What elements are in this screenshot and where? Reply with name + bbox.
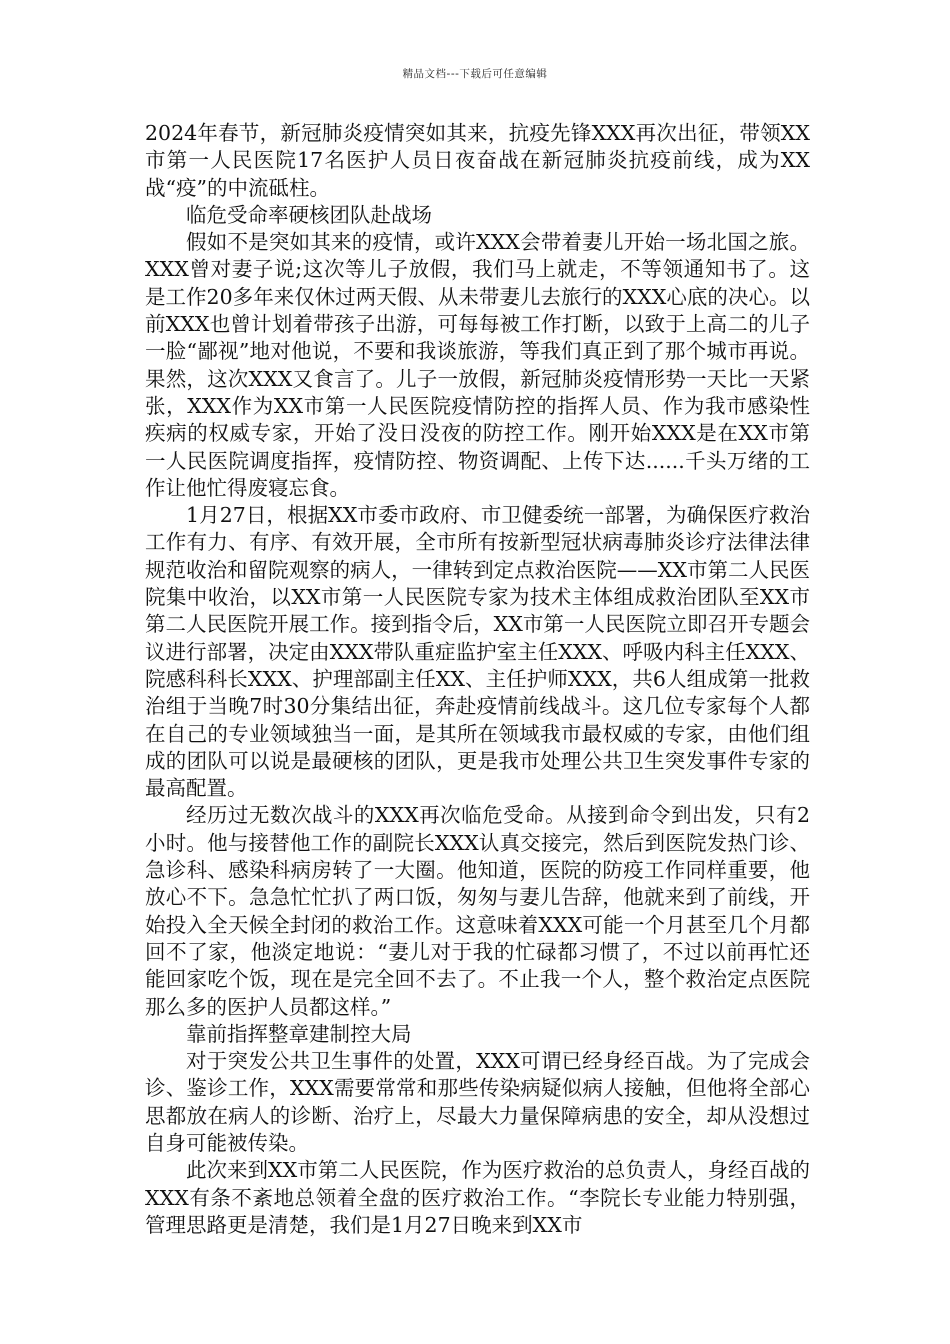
paragraph-3: 1月27日，根据XX市委市政府、市卫健委统一部署，为确保医疗救治工作有力、有序、有效开展，全市所有按新型冠状病毒肺炎诊疗法律法律规范收治和留院观察的病人，一律转到定点救治医院——XX市第二人民医院集中收治，以XX市第一人民医院专家为技术主体组成救治团队至XX市第二人民医院开展工作。接到指令后，XX市第一人民医院立即召开专题会议进行部署，决定由XXX带队重症监护室主任XXX、呼吸内科主任XXX、院感科科长XXX、护理部副主任XX、主任护师XXX，共6人组成第一批救治组于当晚7时30分集结出征，奔赴疫情前线战斗。这几位专家每个人都在自己的专业领域独当一面，是其所在领域我市最权威的专家，由他们组成的团队可以说是最硬核的团队，更是我市处理公共卫生突发事件专家的最高配置。 xyxy=(145,503,810,801)
paragraph-4: 经历过无数次战斗的XXX再次临危受命。从接到命令到出发，只有2小时。他与接替他工作的副院长XXX认真交接完，然后到医院发热门诊、急诊科、感染科病房转了一大圈。他知道，医院的防疫工作同样重要，他放心不下。急急忙忙扒了两口饭，匆匆与妻儿告辞，他就来到了前线，开始投入全天候全封闭的救治工作。这意味着XXX可能一个月甚至几个月都回不了家，他淡定地说：“妻儿对于我的忙碌都习惯了，不过以前再忙还能回家吃个饭，现在是完全回不去了。不止我一个人，整个救治定点医院那么多的医护人员都这样。” xyxy=(145,803,810,1019)
section-heading-1: 临危受命率硬核团队赴战场 xyxy=(186,202,432,227)
paragraph-5: 对于突发公共卫生事件的处置，XXX可谓已经身经百战。为了完成会诊、鉴诊工作，XXX需要常常和那些传染病疑似病人接触，但他将全部心思都放在病人的诊断、治疗上，尽最大力量保障病患的安全，却从没想过自身可能被传染。 xyxy=(145,1049,810,1155)
article-body xyxy=(145,120,810,1239)
paragraph-intro: 2024年春节，新冠肺炎疫情突如其来，抗疫先锋XXX再次出征，带领XX市第一人民医院17名医护人员日夜奋战在新冠肺炎抗疫前线，成为XX战“疫”的中流砥柱。 xyxy=(145,121,810,200)
paragraph-2: 假如不是突如其来的疫情，或许XXX会带着妻儿开始一场北国之旅。XXX曾对妻子说;这次等儿子放假，我们马上就走，不等领通知书了。这是工作20多年来仅休过两天假、从未带妻儿去旅行的XXX心底的决心。以前XXX也曾计划着带孩子出游，可每每被工作打断，以致于上高二的儿子一脸“鄙视”地对他说，不要和我谈旅游，等我们真正到了那个城市再说。果然，这次XXX又食言了。儿子一放假，新冠肺炎疫情形势一天比一天紧张，XXX作为XX市第一人民医院疫情防控的指挥人员、作为我市感染性疾病的权威专家，开始了没日没夜的防控工作。刚开始XXX是在XX市第一人民医院调度指挥，疫情防控、物资调配、上传下达......千头万绪的工作让他忙得废寝忘食。 xyxy=(145,230,810,500)
page-header-note: 精品文档---下载后可任意编辑 xyxy=(402,68,548,80)
paragraph-6: 此次来到XX市第二人民医院，作为医疗救治的总负责人，身经百战的XXX有条不紊地总领着全盘的医疗救治工作。“李院长专业能力特别强，管理思路更是清楚，我们是1月27日晚来到XX市 xyxy=(145,1158,810,1237)
section-heading-2: 靠前指挥整章建制控大局 xyxy=(186,1021,412,1046)
